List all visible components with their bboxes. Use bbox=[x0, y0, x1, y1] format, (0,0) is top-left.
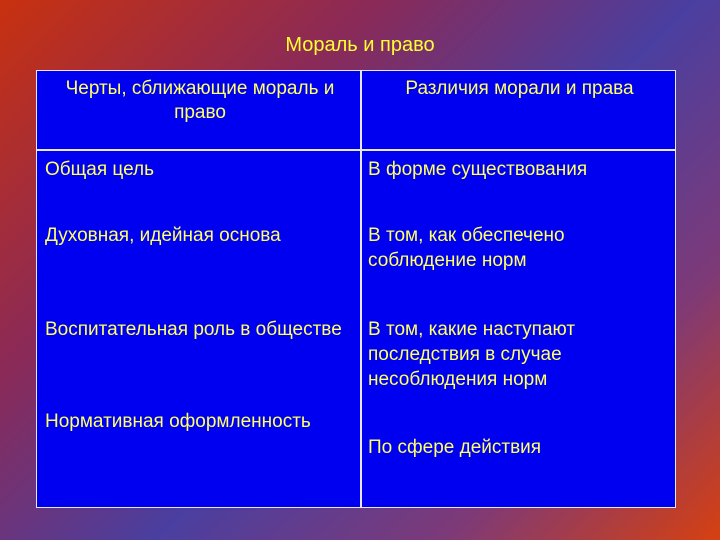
difference-item: В том, какие наступают последствия в случае несоблюдения норм bbox=[368, 319, 576, 390]
similarity-item: Воспитательная роль в обществе bbox=[45, 319, 342, 340]
header-similarities: Черты, сближающие мораль и право bbox=[65, 78, 335, 123]
table-header-row bbox=[37, 71, 675, 151]
difference-item: По сфере действия bbox=[368, 437, 542, 458]
similarity-item: Общая цель bbox=[45, 159, 155, 180]
comparison-table bbox=[36, 70, 676, 508]
difference-item: В форме существования bbox=[368, 159, 588, 180]
difference-item: В том, как обеспечено соблюдение норм bbox=[368, 225, 565, 271]
column-divider bbox=[360, 71, 362, 507]
header-differences: Различия морали и права bbox=[405, 78, 634, 99]
similarity-item: Духовная, идейная основа bbox=[45, 225, 281, 246]
slide-title: Мораль и право bbox=[285, 34, 435, 56]
similarity-item: Нормативная оформленность bbox=[45, 411, 311, 432]
